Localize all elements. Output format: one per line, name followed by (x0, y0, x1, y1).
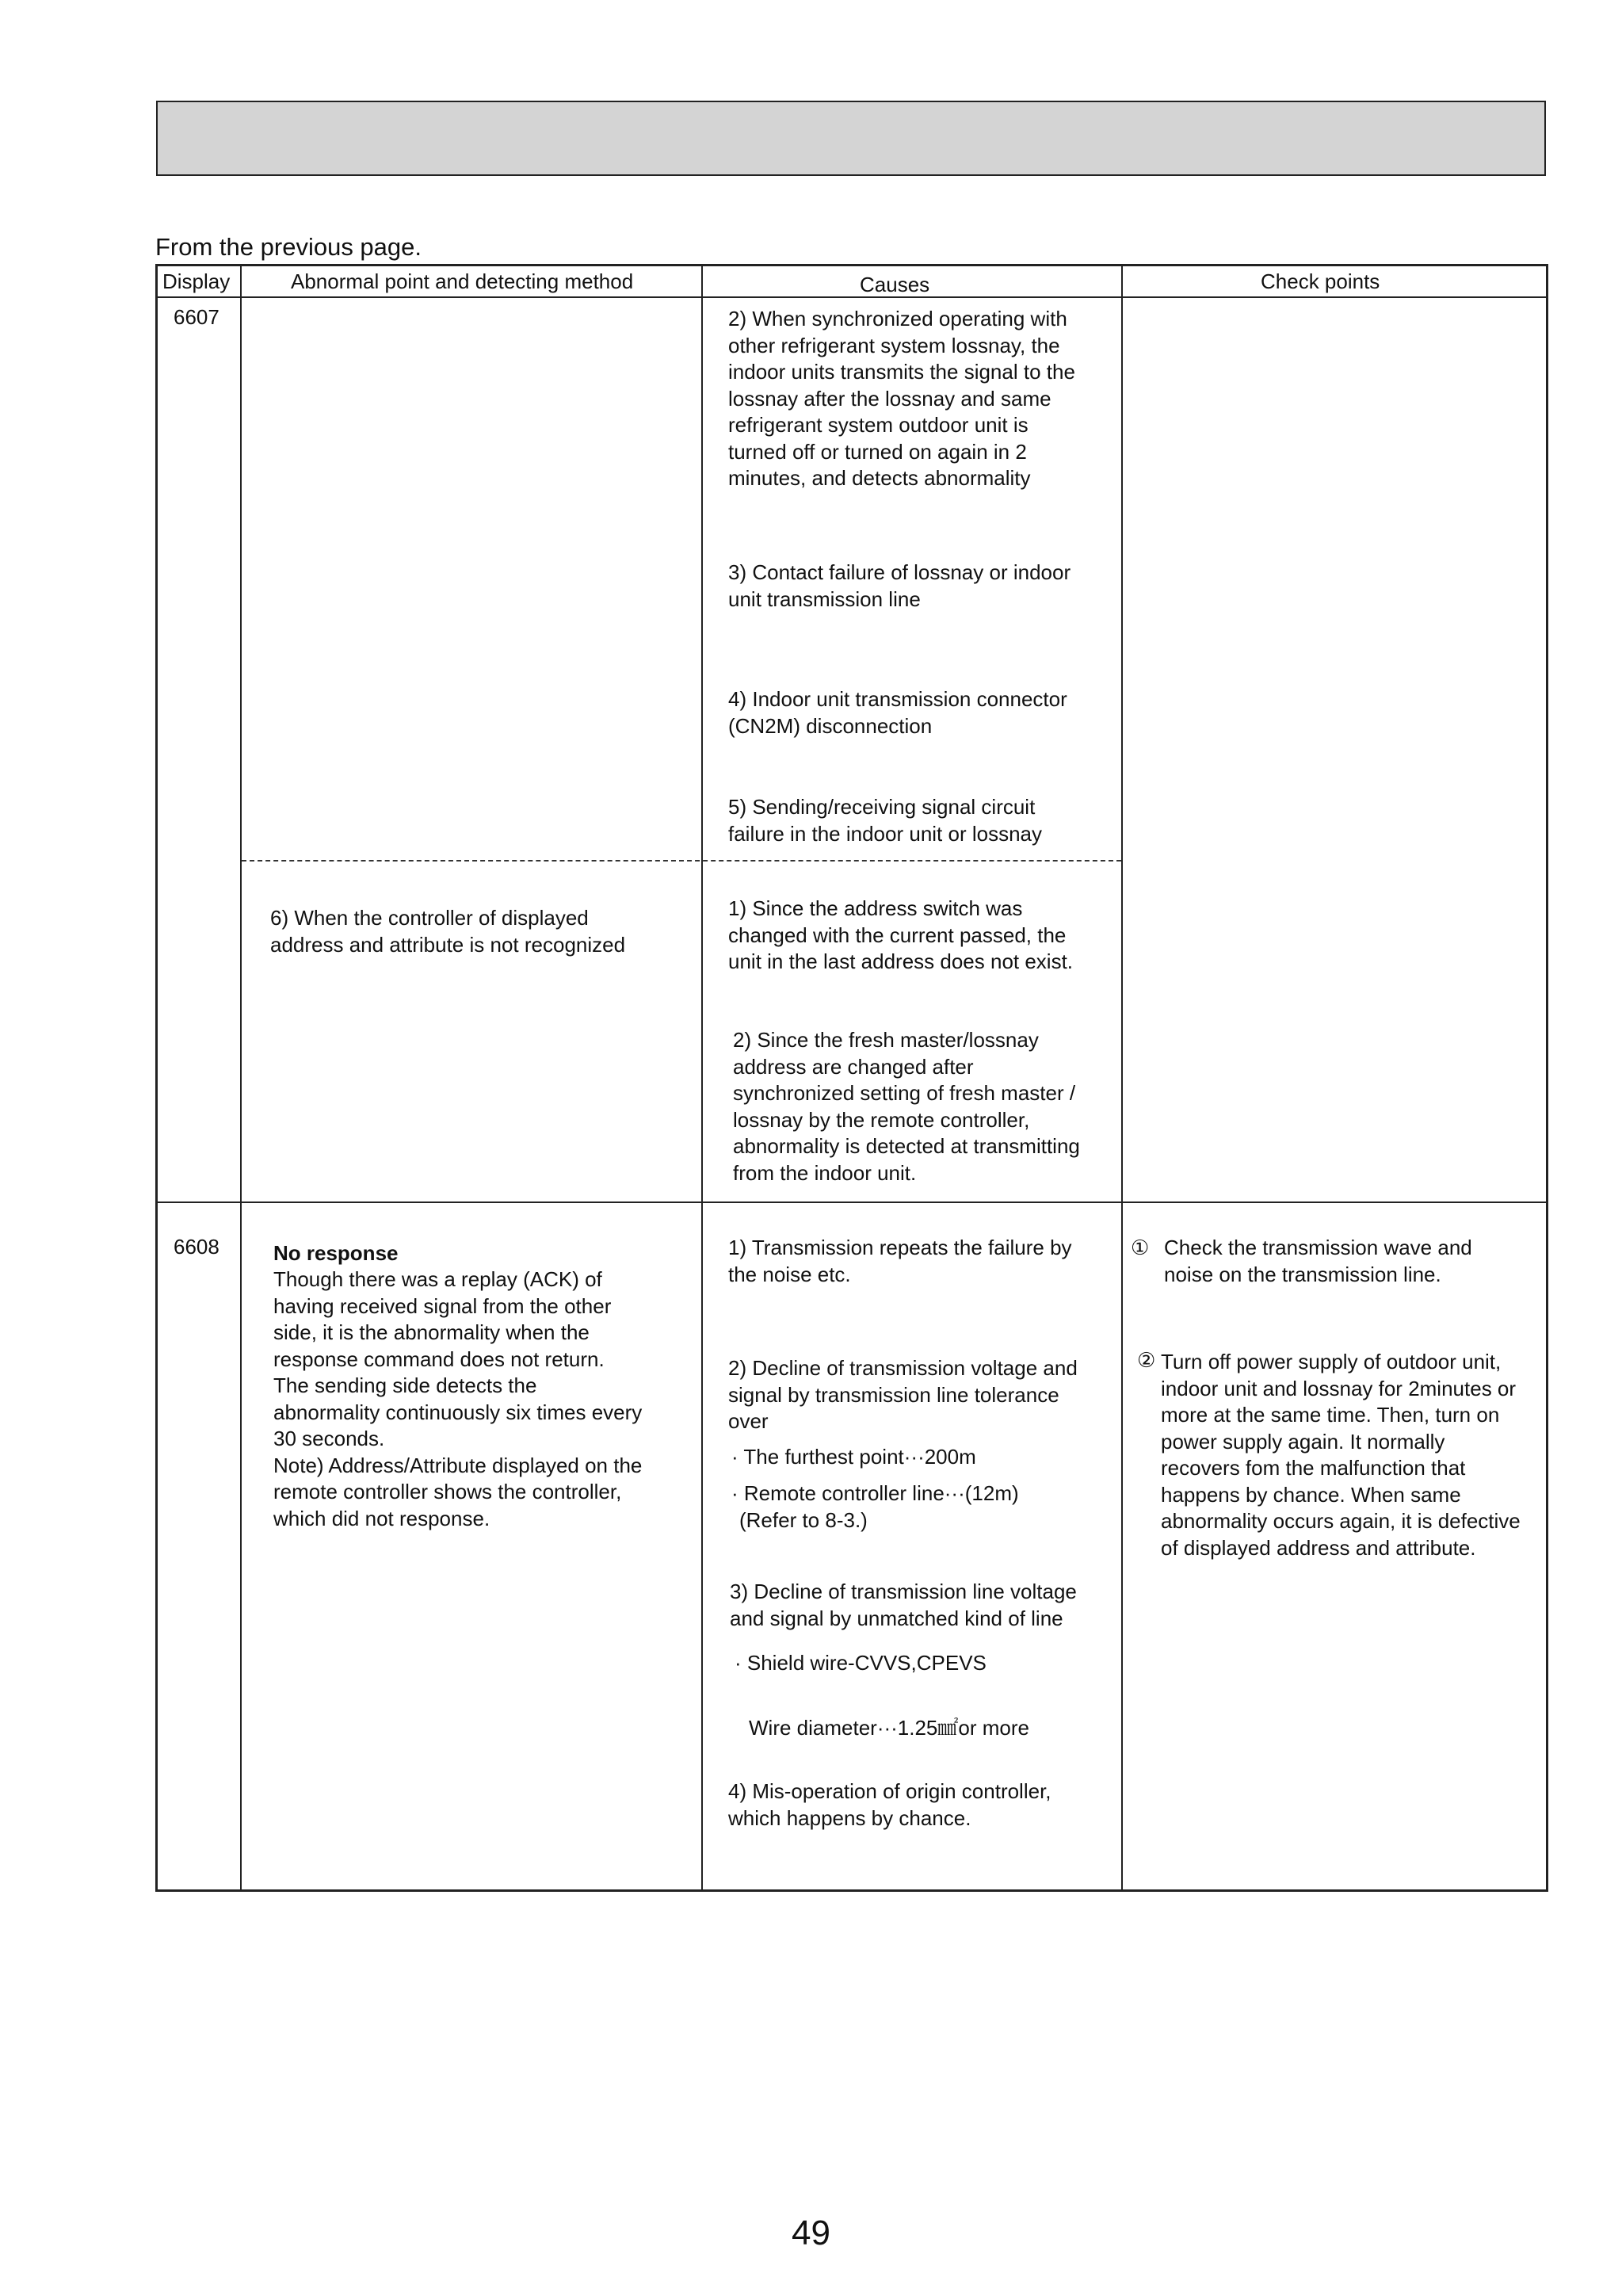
column-divider-causes (1121, 266, 1123, 1889)
cause-6608-2-refer: (Refer to 8-3.) (739, 1508, 868, 1532)
cause-6607-4: 4) Indoor unit transmission connector (CN2M) disconnection (728, 687, 1067, 738)
cause-6607-5: 5) Sending/receiving signal circuit failure in the indoor unit or lossnay (728, 795, 1043, 846)
troubleshooting-table (155, 264, 1548, 1892)
display-code-6608: 6608 (174, 1235, 219, 1259)
cause-6607-2: 2) When synchronized operating with other refrigerant system lossnay, the indoor units transmits the signal to the lossnay after the lossnay and same refrigerant system outdoor unit is turned off or turned on again in 2 minutes, and detects abnormality (728, 307, 1075, 490)
column-divider-abnormal (701, 266, 703, 1889)
sub-cause-6607-1: 1) Since the address switch was changed with the current passed, the unit in the last address does not exist. (728, 896, 1074, 973)
abnormal-6608-body: Though there was a replay (ACK) of having received signal from the other side, it is the abnormality when the response command does not return. The sending side detects the abnormality continuously six times every 30 seconds. Note) Address/Attribute displayed on the remote controller shows the controller, which did not response. (273, 1267, 643, 1530)
display-code-6607: 6607 (174, 305, 219, 329)
check-marker-2: ② (1137, 1348, 1156, 1372)
sub-cause-6607-2: 2) Since the fresh master/lossnay address are changed after synchronized setting of fresh master / lossnay by the remote controller, abnormality is detected at transmitting from the indoor unit. (733, 1028, 1080, 1185)
cause-6608-2: 2) Decline of transmission voltage and signal by transmission line tolerance over (728, 1356, 1078, 1433)
cause-6608-1: 1) Transmission repeats the failure by the noise etc. (728, 1236, 1072, 1286)
header-causes: Causes (860, 273, 930, 296)
abnormal-6607-6: 6) When the controller of displayed address and attribute is not recognized (270, 906, 626, 957)
header-check-points: Check points (1261, 269, 1380, 293)
header-abnormal: Abnormal point and detecting method (291, 269, 634, 293)
cause-6608-4: 4) Mis-operation of origin controller, which happens by chance. (728, 1779, 1051, 1830)
cause-6608-2-furthest: · The furthest point···200m (731, 1445, 976, 1469)
check-text-2: Turn off power supply of outdoor unit, indoor unit and lossnay for 2minutes or more at the same time. Then, turn on power supply again. It normally recovers fom the malfunction that happens by chance. When same abnormality occurs again, it is defective of displayed address and attribute. (1161, 1350, 1521, 1560)
cause-6607-3: 3) Contact failure of lossnay or indoor unit transmission line (728, 560, 1071, 611)
cause-6608-3: 3) Decline of transmission line voltage and signal by unmatched kind of line (730, 1580, 1077, 1630)
row-divider (158, 1201, 1546, 1203)
abnormal-6608-title: No response (273, 1241, 399, 1265)
check-marker-1: ① (1131, 1236, 1150, 1259)
section-header-bar (156, 101, 1546, 176)
page-number: 49 (792, 2214, 830, 2252)
header-divider (158, 296, 1546, 298)
column-divider-display (240, 266, 242, 1889)
check-text-1: Check the transmission wave and noise on the transmission line. (1164, 1236, 1472, 1286)
cause-6608-3-diameter: Wire diameter···1.25㎟or more (749, 1716, 1029, 1740)
header-display: Display (162, 269, 231, 293)
continued-note: From the previous page. (155, 233, 422, 261)
cause-6608-2-remote: · Remote controller line···(12m) (731, 1481, 1019, 1505)
sub-row-divider (242, 860, 1121, 861)
cause-6608-3-shield: · Shield wire-CVVS,CPEVS (735, 1651, 987, 1675)
